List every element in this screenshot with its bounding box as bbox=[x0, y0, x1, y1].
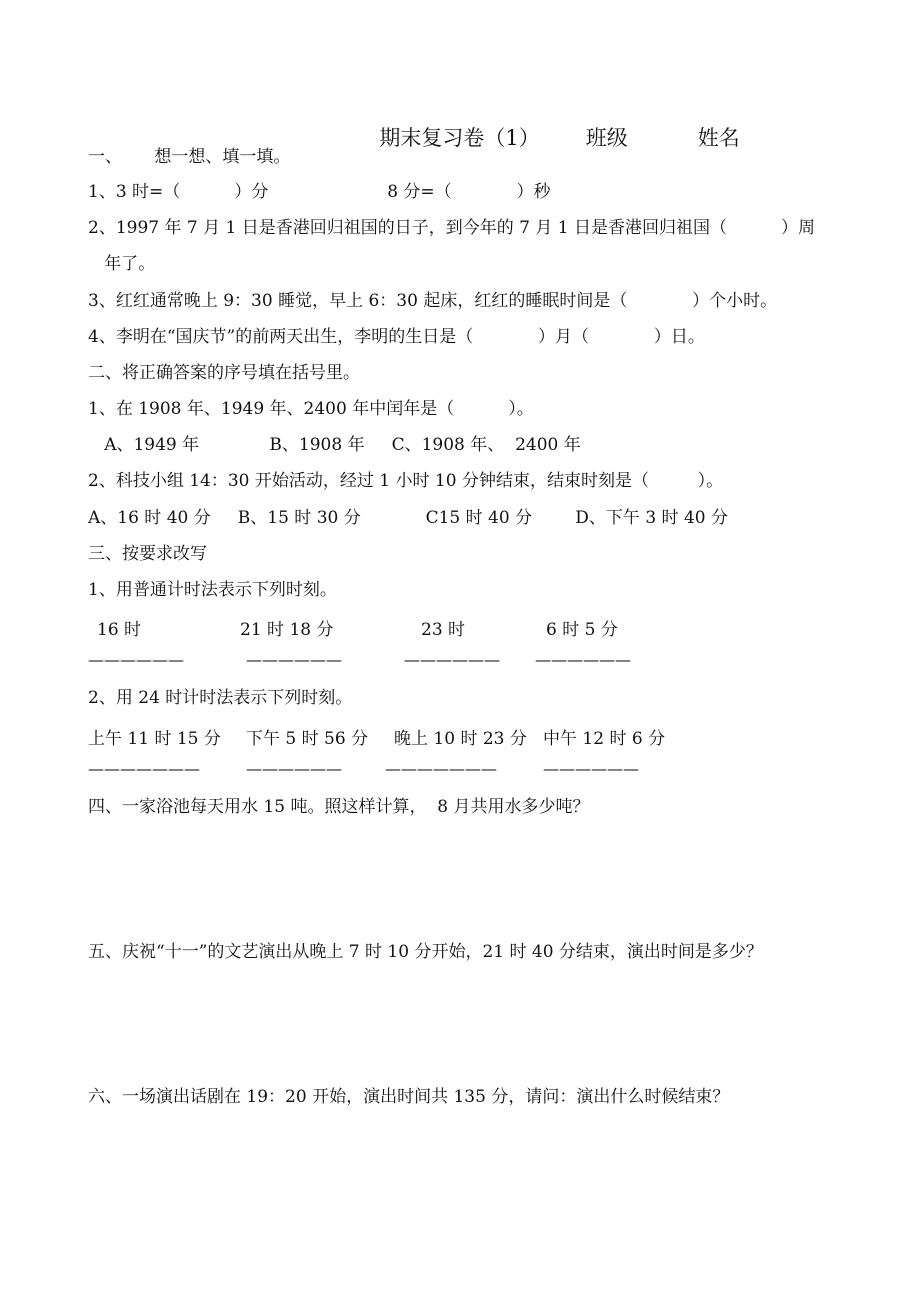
answer-blank: ——————— bbox=[385, 759, 497, 778]
answer-blank: —————— bbox=[88, 650, 184, 669]
s2-question-2-options: A、16 时 40 分 B、15 时 30 分 C15 时 40 分 D、下午 3 时 40 分 bbox=[88, 508, 728, 528]
answer-blank: —————— bbox=[404, 650, 500, 669]
s3-q2-item: 上午 11 时 15 分 bbox=[88, 729, 221, 749]
page-title bbox=[366, 98, 740, 152]
name-label: 姓名 bbox=[697, 126, 740, 150]
section4-question: 四、一家浴池每天用水 15 吨。照这样计算， 8 月共用水多少吨？ bbox=[88, 797, 590, 817]
answer-blank: ——————— bbox=[88, 759, 200, 778]
s3-q2-item: 晚上 10 时 23 分 bbox=[394, 729, 527, 749]
s1-question-3: 3、红红通常晚上 9：30 睡觉，早上 6：30 起床，红红的睡眠时间是（ ）个小时。 bbox=[88, 291, 778, 311]
s3-q2-item: 中午 12 时 6 分 bbox=[543, 729, 666, 749]
s3-question-2: 2、用 24 时计时法表示下列时刻。 bbox=[88, 688, 353, 708]
s3-q2-item: 下午 5 时 56 分 bbox=[246, 729, 369, 749]
section1-heading: 一、 想一想、填一填。 bbox=[88, 147, 291, 167]
s3-q1-item: 6 时 5 分 bbox=[546, 620, 618, 640]
exam-title: 期末复习卷（1） bbox=[379, 126, 540, 150]
s1-question-2-cont: 年了。 bbox=[88, 254, 156, 274]
answer-blank: —————— bbox=[535, 650, 631, 669]
s3-question-1: 1、用普通计时法表示下列时刻。 bbox=[88, 580, 337, 600]
s3-q1-item: 23 时 bbox=[421, 620, 466, 640]
section3-heading: 三、按要求改写 bbox=[88, 544, 207, 564]
section5-question: 五、庆祝“十一”的文艺演出从晚上 7 时 10 分开始，21 时 40 分结束，演出时间是多少？ bbox=[88, 942, 763, 962]
section2-heading: 二、将正确答案的序号填在括号里。 bbox=[88, 363, 360, 383]
s2-question-1: 1、在 1908 年、1949 年、2400 年中闰年是（ ）。 bbox=[88, 399, 534, 419]
s1-question-4: 4、李明在“国庆节”的前两天出生，李明的生日是（ ）月（ ）日。 bbox=[88, 327, 705, 347]
class-label: 班级 bbox=[585, 126, 628, 150]
s1-question-2: 2、1997 年 7 月 1 日是香港回归祖国的日子，到今年的 7 月 1 日是香港回归祖国（ ）周 bbox=[88, 218, 816, 238]
s3-q1-item: 16 时 bbox=[97, 620, 142, 640]
s2-question-1-options: A、1949 年 B、1908 年 C、1908 年、 2400 年 bbox=[88, 435, 581, 455]
s1-question-1: 1、3 时=（ ）分 8 分=（ ）秒 bbox=[88, 182, 551, 202]
s2-question-2: 2、科技小组 14：30 开始活动，经过 1 小时 10 分钟结束，结束时刻是（ ）。 bbox=[88, 471, 724, 491]
answer-blank: —————— bbox=[543, 759, 639, 778]
s3-q1-item: 21 时 18 分 bbox=[240, 620, 334, 640]
section6-question: 六、一场演出话剧在 19：20 开始，演出时间共 135 分，请问：演出什么时候结束？ bbox=[88, 1087, 730, 1107]
answer-blank: —————— bbox=[246, 759, 342, 778]
answer-blank: —————— bbox=[246, 650, 342, 669]
